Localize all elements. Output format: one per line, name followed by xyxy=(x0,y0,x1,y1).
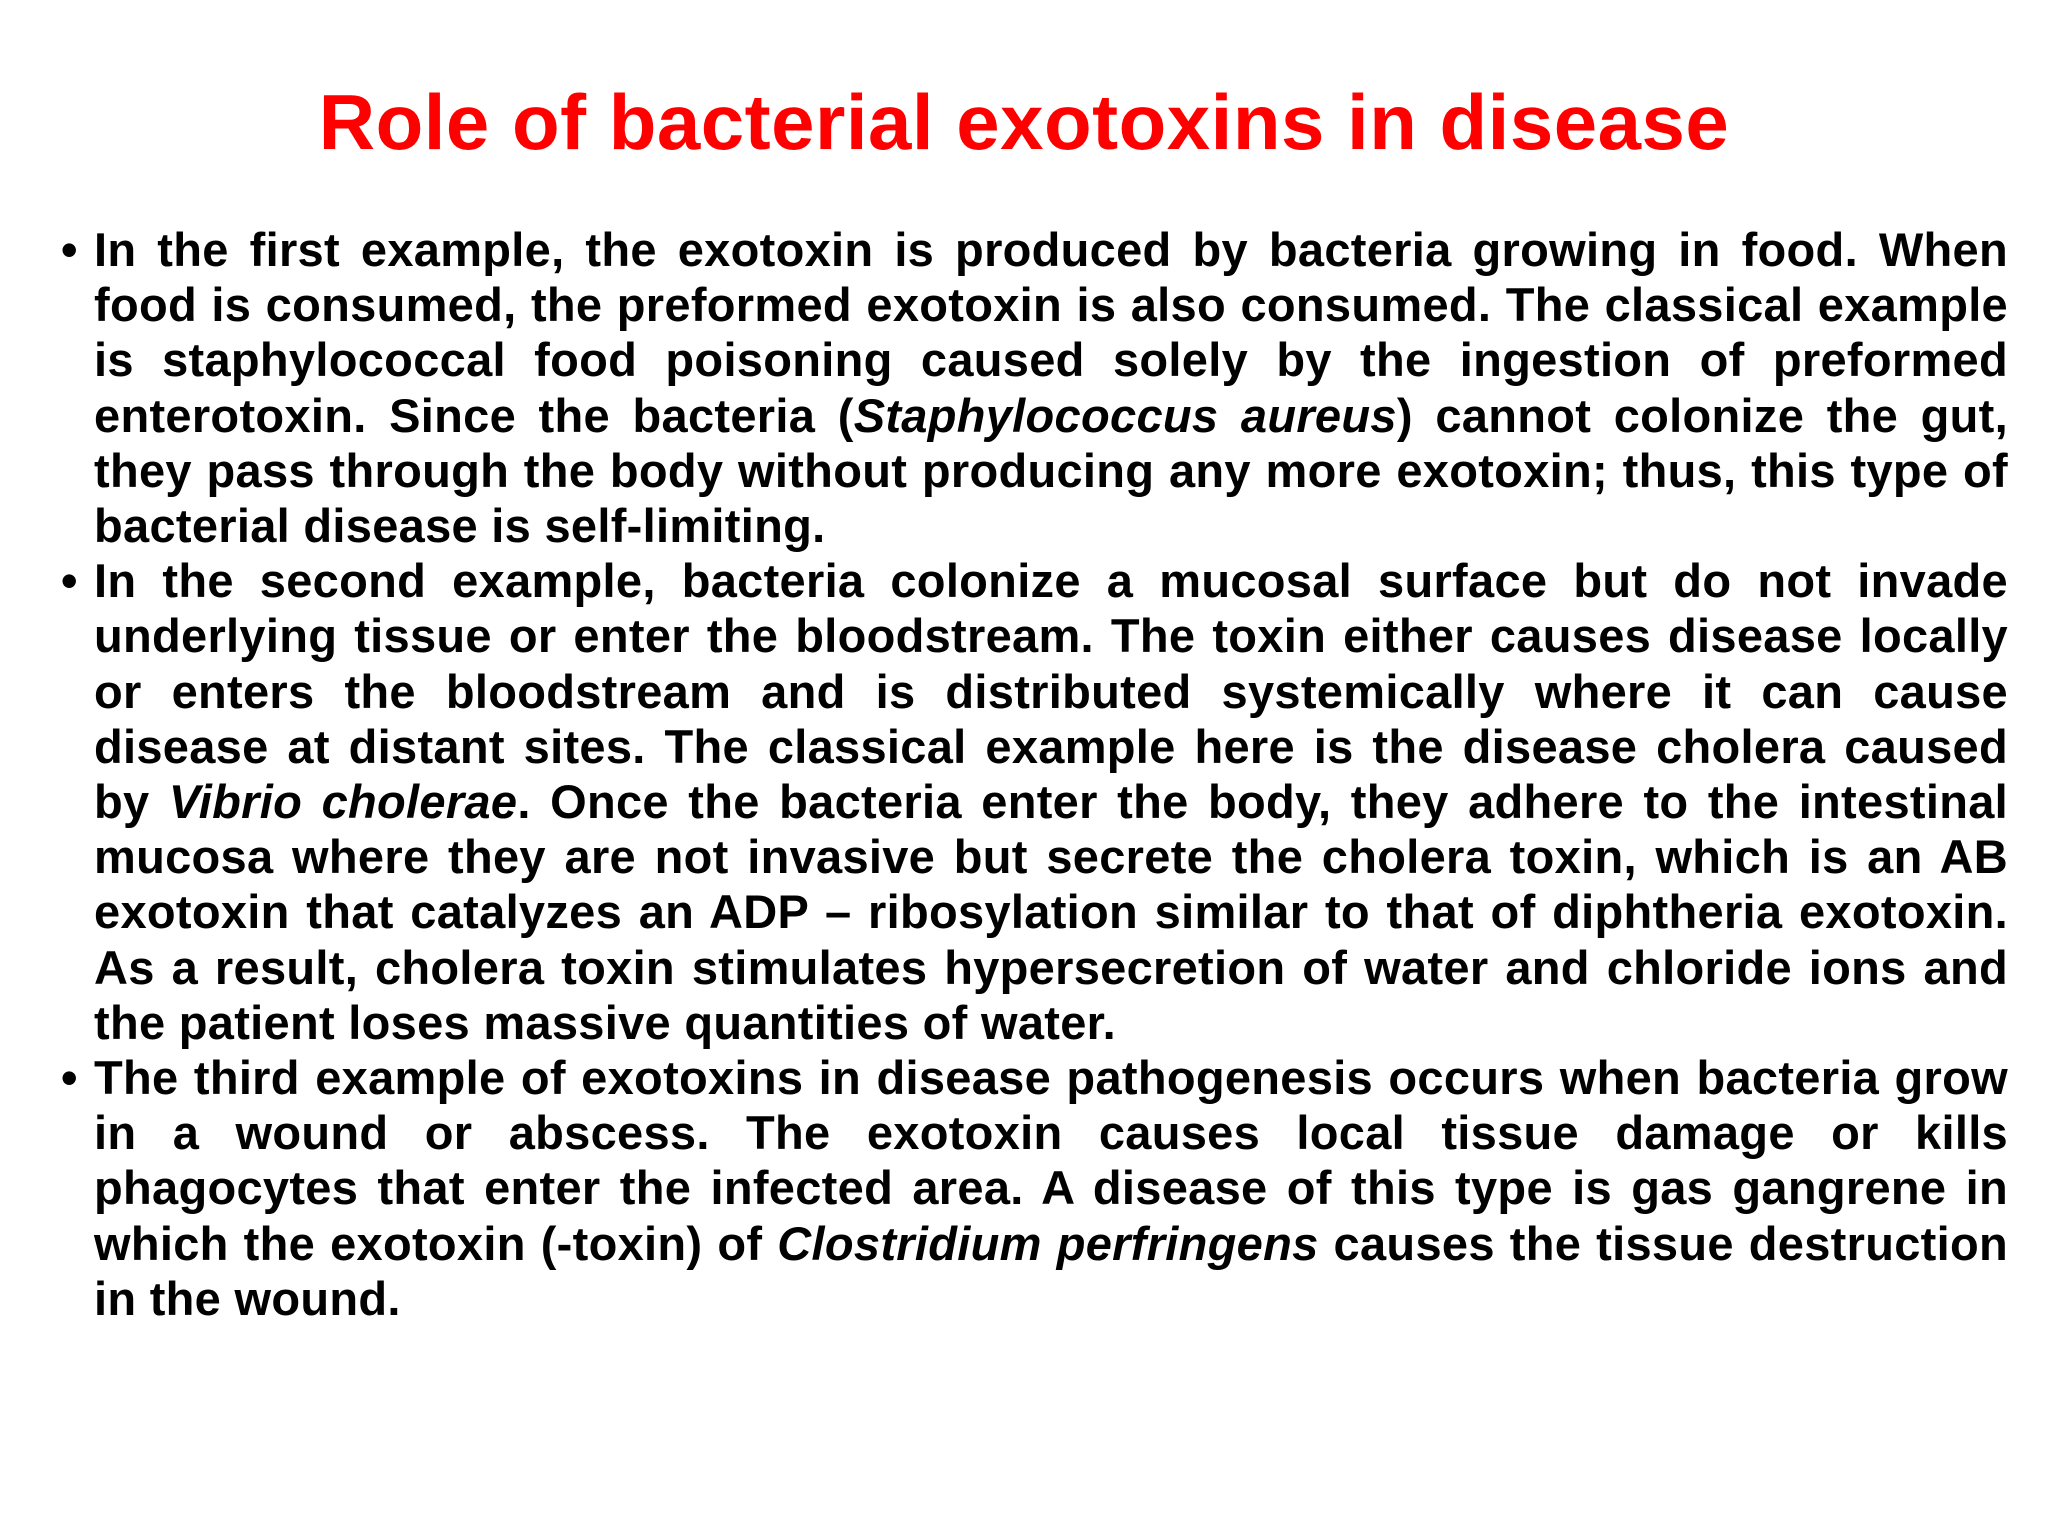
bullet-item xyxy=(61,222,2008,553)
bullet-text xyxy=(94,1051,2008,1325)
slide-title: Role of bacterial exotoxins in disease xyxy=(318,78,1730,166)
text-run: The third example of exotoxins in disease pathogenesis occurs when bacteria grow in a wound or abscess. The exotoxin causes local tissue damage or kills phagocytes that enter the infected area. A disease of this type is gas gangrene in which the exotoxin (-toxin) of xyxy=(94,1051,2008,1270)
species-name: Clostridium perfringens xyxy=(777,1216,1319,1270)
text-run: causes the tissue destruction in the wound. xyxy=(94,1216,2008,1325)
text-run: In the first example, the exotoxin is produced by bacteria growing in food. When food is consumed, the preformed exotoxin is also consumed. The classical example is staphylococcal food poisoning caused solely by the ingestion of preformed enterotoxin. Since the bacteria ( xyxy=(94,223,2008,442)
bullet-marker: • xyxy=(61,1051,78,1105)
bullet-item xyxy=(61,553,2009,1050)
bullet-marker: • xyxy=(61,554,78,608)
bullet-text xyxy=(94,223,2008,552)
species-name: Staphylococcus aureus xyxy=(853,388,1397,442)
text-run: In the second example, bacteria colonize a mucosal surface but do not invade underlying tissue or enter the bloodstream. The toxin either causes disease locally or enters the bloodstream and is distributed systemically where it can cause disease at distant sites. The classical example here is the disease cholera caused by xyxy=(94,554,2008,829)
text-run: . Once the bacteria enter the body, they adhere to the intestinal mucosa where they are not invasive but secrete the cholera toxin, which is an AB exotoxin that catalyzes an ADP – ribosylation similar to that of diphtheria exotoxin. As a result, cholera toxin stimulates hypersecretion of water and chloride ions and the patient loses massive quantities of water. xyxy=(94,775,2009,1049)
text-run: ) cannot colonize the gut, they pass through the body without producing any more exotoxin; thus, this type of bacterial disease is self-limiting. xyxy=(94,388,2008,553)
bullet-list xyxy=(61,222,2009,1326)
bullet-marker: • xyxy=(61,223,78,276)
bullet-item xyxy=(61,1050,2008,1326)
bullet-text xyxy=(94,554,2008,1049)
species-name: Vibrio cholerae xyxy=(168,775,518,829)
